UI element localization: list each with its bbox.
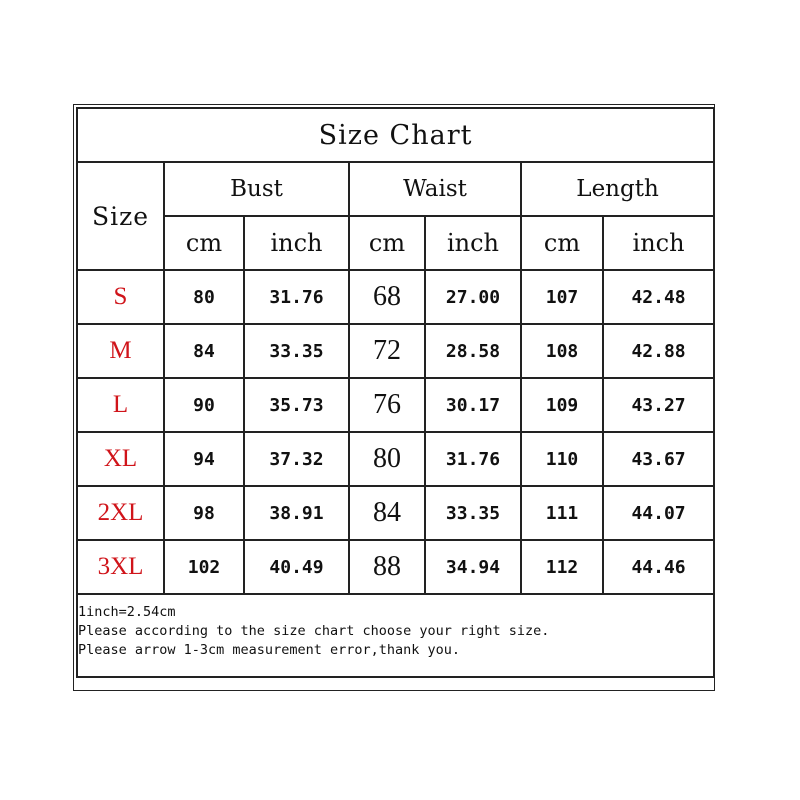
length-inch-cell: 43.27 xyxy=(603,378,714,432)
size-chart-table xyxy=(76,107,715,678)
length-cm-cell: 110 xyxy=(521,432,603,486)
waist-inch-cell: 30.17 xyxy=(425,378,521,432)
group-header-row xyxy=(77,162,714,216)
length-inch-cell: 42.48 xyxy=(603,270,714,324)
table-row xyxy=(77,432,714,486)
bust-cm-cell: 80 xyxy=(164,270,244,324)
waist-inch-cell: 34.94 xyxy=(425,540,521,594)
length-inch-cell: 44.07 xyxy=(603,486,714,540)
length-inch-cell: 42.88 xyxy=(603,324,714,378)
bust-inch-cell: 33.35 xyxy=(244,324,349,378)
size-label: XL xyxy=(77,432,164,486)
unit-header: cm xyxy=(349,216,425,270)
title-row xyxy=(77,108,714,162)
waist-cm-cell: 88 xyxy=(349,540,425,594)
size-label: L xyxy=(77,378,164,432)
bust-cm-cell: 98 xyxy=(164,486,244,540)
bust-cm-cell: 84 xyxy=(164,324,244,378)
waist-inch-cell: 33.35 xyxy=(425,486,521,540)
bust-inch-cell: 31.76 xyxy=(244,270,349,324)
unit-header: cm xyxy=(164,216,244,270)
table-row xyxy=(77,378,714,432)
bust-inch-cell: 35.73 xyxy=(244,378,349,432)
length-cm-cell: 112 xyxy=(521,540,603,594)
size-label: 3XL xyxy=(77,540,164,594)
waist-inch-cell: 31.76 xyxy=(425,432,521,486)
length-cm-cell: 107 xyxy=(521,270,603,324)
length-header: Length xyxy=(521,162,714,216)
waist-cm-cell: 76 xyxy=(349,378,425,432)
size-label: 2XL xyxy=(77,486,164,540)
unit-header: inch xyxy=(603,216,714,270)
unit-header-row xyxy=(77,216,714,270)
bust-inch-cell: 40.49 xyxy=(244,540,349,594)
size-column-header: Size xyxy=(77,162,164,270)
length-cm-cell: 111 xyxy=(521,486,603,540)
size-label: M xyxy=(77,324,164,378)
length-inch-cell: 44.46 xyxy=(603,540,714,594)
bust-header: Bust xyxy=(164,162,349,216)
bust-inch-cell: 37.32 xyxy=(244,432,349,486)
table-row xyxy=(77,270,714,324)
length-inch-cell: 43.67 xyxy=(603,432,714,486)
waist-header: Waist xyxy=(349,162,521,216)
table-row xyxy=(77,540,714,594)
unit-header: cm xyxy=(521,216,603,270)
waist-cm-cell: 68 xyxy=(349,270,425,324)
length-cm-cell: 108 xyxy=(521,324,603,378)
chart-title: Size Chart xyxy=(77,108,714,162)
waist-cm-cell: 84 xyxy=(349,486,425,540)
unit-header: inch xyxy=(425,216,521,270)
waist-cm-cell: 80 xyxy=(349,432,425,486)
notes-cell xyxy=(77,594,714,677)
length-cm-cell: 109 xyxy=(521,378,603,432)
bust-cm-cell: 102 xyxy=(164,540,244,594)
table-row xyxy=(77,486,714,540)
waist-inch-cell: 28.58 xyxy=(425,324,521,378)
unit-header: inch xyxy=(244,216,349,270)
notes-row xyxy=(77,594,714,677)
bust-cm-cell: 90 xyxy=(164,378,244,432)
table-row xyxy=(77,324,714,378)
conversion-note: 1inch=2.54cm xyxy=(78,604,176,620)
bust-cm-cell: 94 xyxy=(164,432,244,486)
size-advice-note: Please according to the size chart choose your right size. xyxy=(78,623,550,639)
bust-inch-cell: 38.91 xyxy=(244,486,349,540)
measurement-error-note: Please arrow 1-3cm measurement error,thank you. xyxy=(78,642,461,658)
waist-inch-cell: 27.00 xyxy=(425,270,521,324)
waist-cm-cell: 72 xyxy=(349,324,425,378)
size-label: S xyxy=(77,270,164,324)
